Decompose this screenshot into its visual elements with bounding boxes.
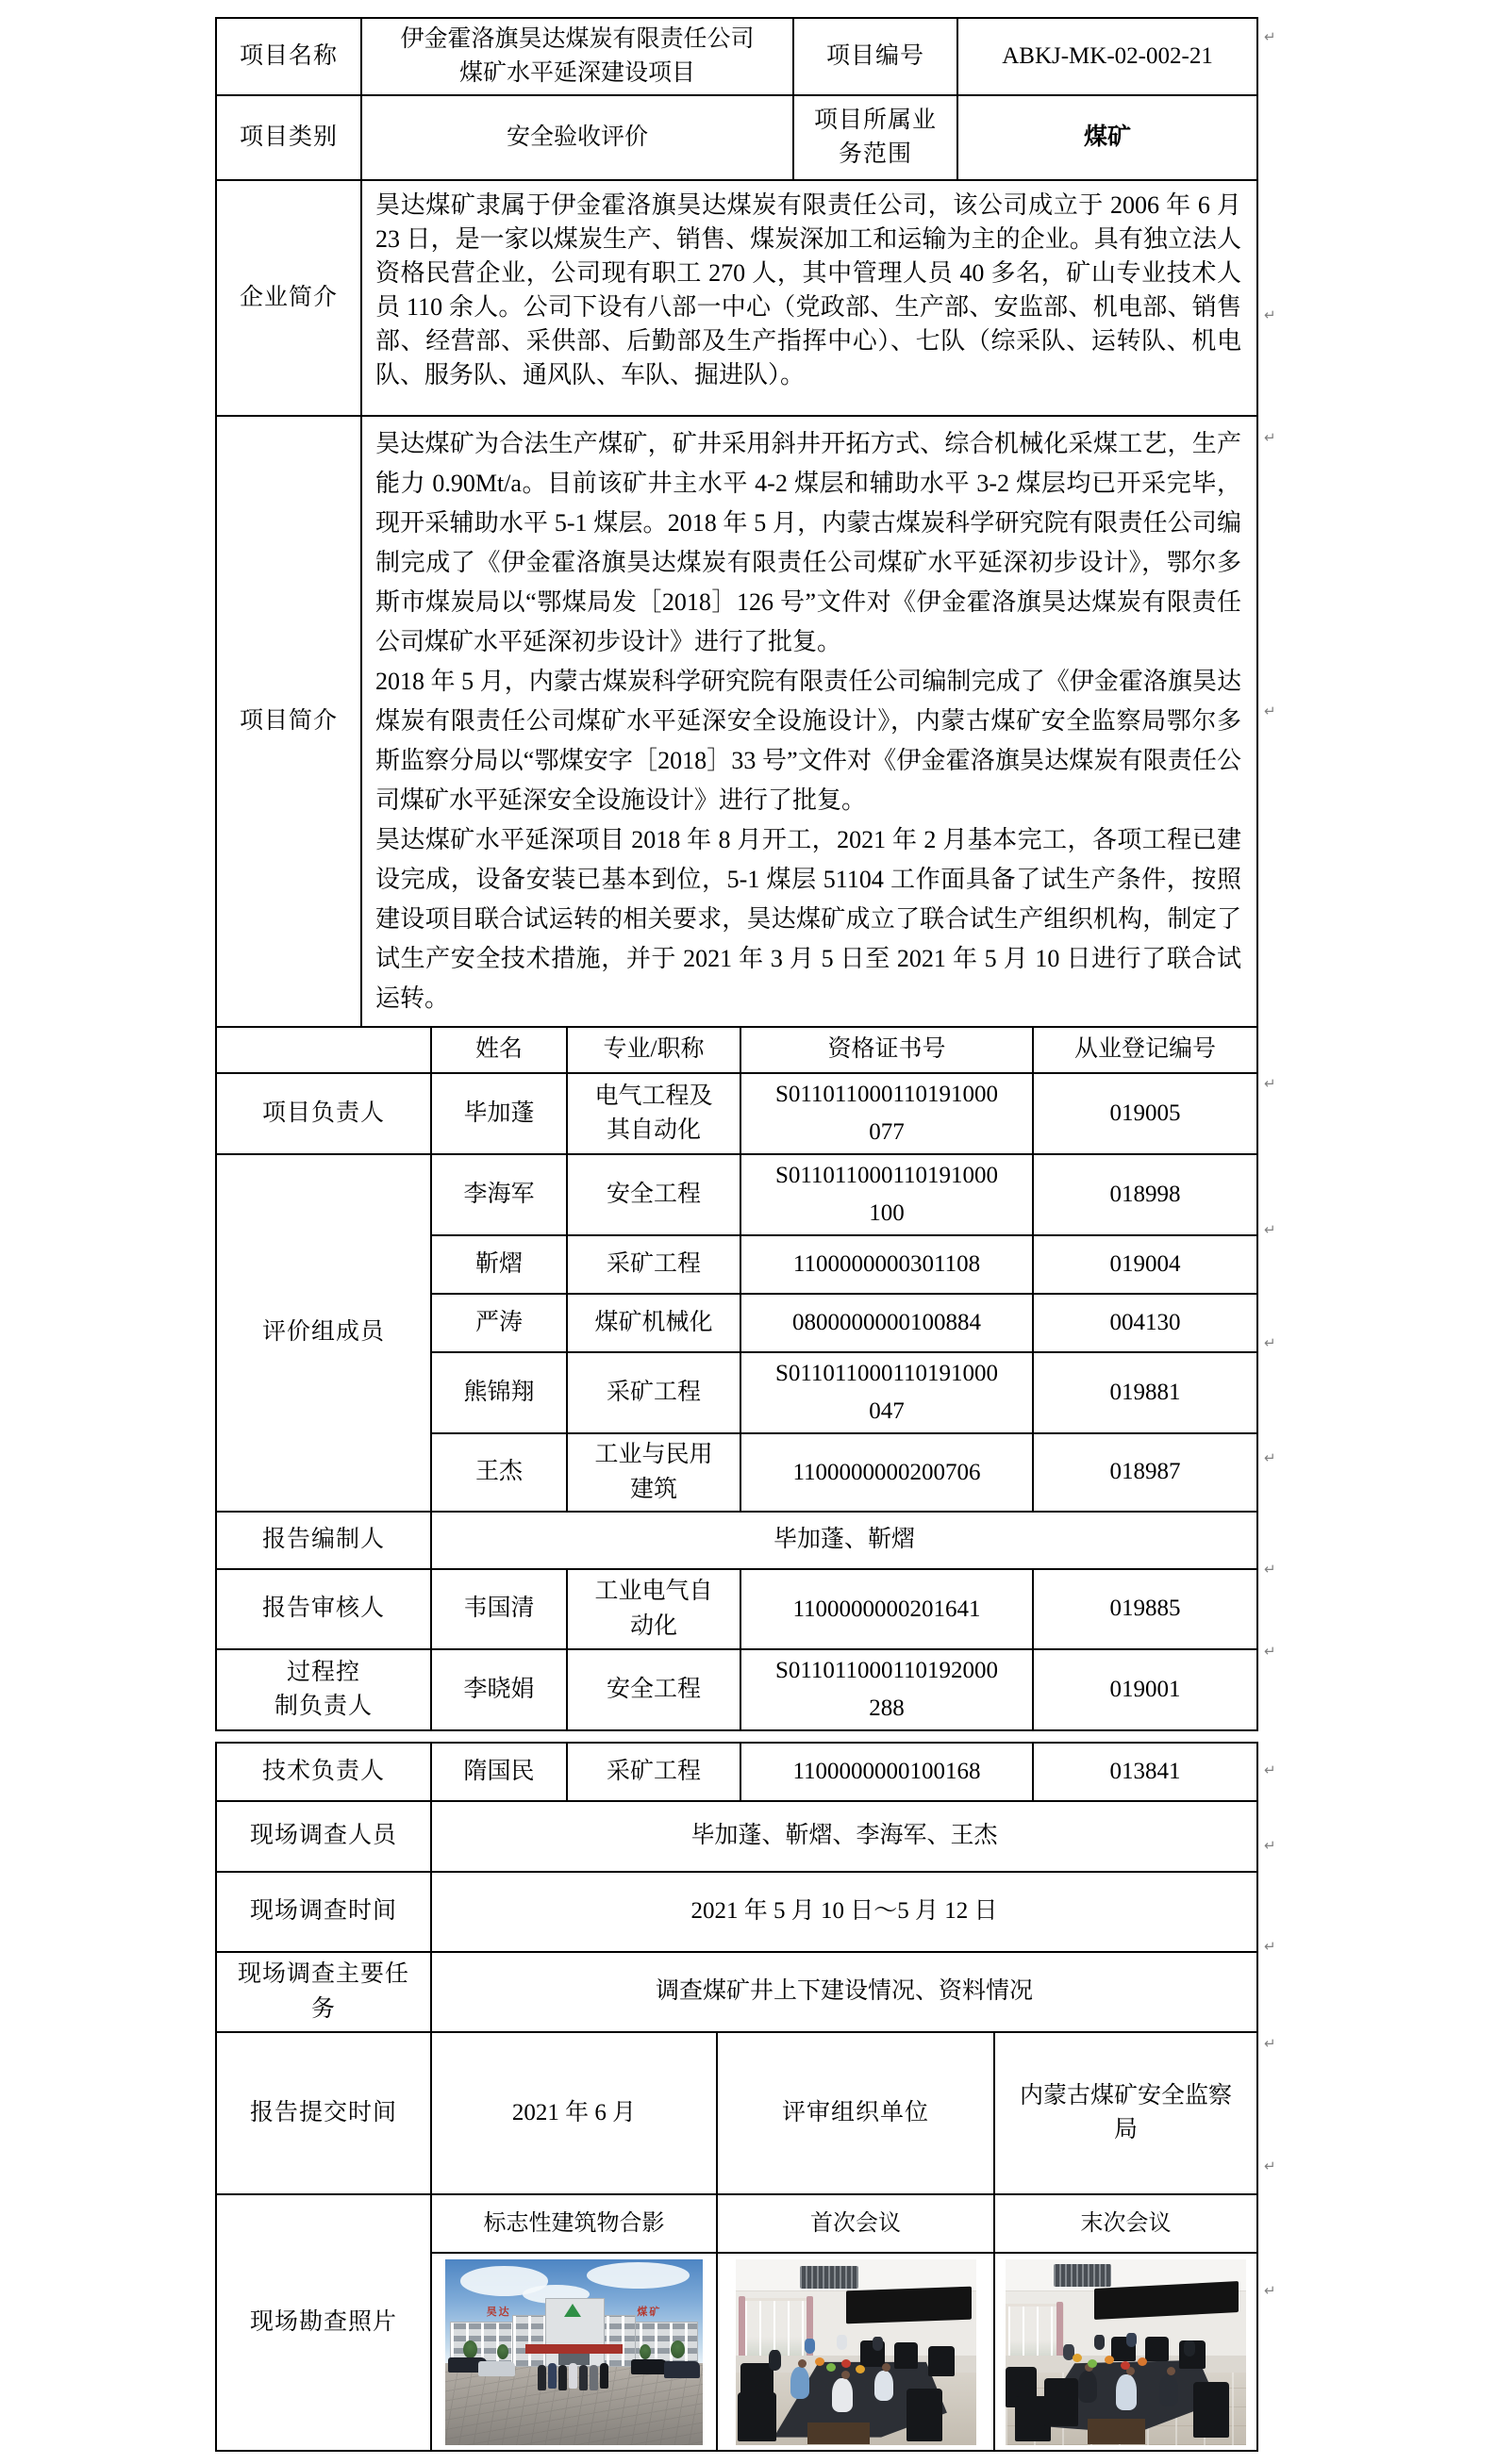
company-profile-text (361, 180, 1257, 416)
wall-screen (846, 2287, 972, 2324)
row-survey-time (216, 1872, 1257, 1952)
person (790, 2367, 809, 2399)
paragraph-mark-icon: ↵ (1264, 1561, 1276, 1578)
report-compiler-label: 报告编制人 (216, 1512, 431, 1569)
paragraph-mark-icon: ↵ (1264, 703, 1276, 719)
process-control-major (567, 1649, 740, 1730)
project-profile-paragraph-3: 昊达煤矿水平延深项目 2018 年 8 月开工，2021 年 2 月基本完工，各项工程已建设完成，设备安装已基本到位，5-1 煤层 51104 工作面具备了试生产条件，按照建设项目联合试运转的相关要求，昊达煤矿成立了联合试生产组织机构，制定了试生产安全技术措施，并于 2021 年 3 月 5 日至 2021 年 5 月 10 日进行了联合试运转。 (375, 826, 1242, 1012)
label-line2: 务 (310, 1995, 336, 2022)
company-profile-paragraph: 昊达煤矿隶属于伊金霍洛旗昊达煤炭有限责任公司，该公司成立于 2006 年 6 月 23 日，是一家以煤炭生产、销售、煤炭深加工和运输为主的企业。具有独立法人资格民营企业，公司现有职工 270 人，其中管理人员 40 多名，矿山专业技术人员 110 余人。公司下设有八部一中心（党政部、生产部、安监部、机电部、销售部、经营部、采供部、后勤部及生产指挥中心）、七队（综采队、运转队、机电队、服务队、通风队、车队、掘进队）。 (375, 191, 1242, 389)
table-item (1088, 2359, 1097, 2368)
reviewer-major (567, 1569, 740, 1649)
survey-staff-label: 现场调查人员 (216, 1801, 431, 1872)
major-line2: 建筑 (629, 1476, 677, 1502)
person (873, 2337, 883, 2351)
org-line1: 内蒙古煤矿安全监察 (1020, 2082, 1233, 2108)
survey-task-value: 调查煤矿井上下建设情况、资料情况 (431, 1952, 1257, 2032)
label-line2: 制负责人 (274, 1694, 373, 1719)
report-submit-label: 报告提交时间 (216, 2032, 431, 2194)
paragraph-mark-icon: ↵ (1264, 1643, 1276, 1660)
cert-number: 1100000000100168 (792, 1759, 981, 1784)
person (579, 2365, 588, 2390)
project-profile-label: 项目简介 (216, 416, 361, 1027)
person-head (882, 2363, 890, 2372)
report-reviewer-label: 报告审核人 (216, 1569, 431, 1649)
project-leader-cert (740, 1073, 1033, 1154)
process-control-reg: 019001 (1033, 1649, 1257, 1730)
car (664, 2361, 700, 2378)
reviewer-cert (740, 1569, 1033, 1649)
row-survey-task (216, 1952, 1257, 2032)
tech-leader-cert (740, 1743, 1033, 1801)
cert-number: 1100000000301108 (792, 1251, 981, 1277)
photo-caption-building: 标志性建筑物合影 (431, 2194, 717, 2253)
member-name: 靳熠 (431, 1235, 567, 1294)
project-leader-reg: 019005 (1033, 1073, 1257, 1154)
tech-leader-name: 隋国民 (431, 1743, 567, 1801)
project-profile-paragraph-1: 昊达煤矿为合法生产煤矿，矿井采用斜井开拓方式、综合机械化采煤工艺，生产能力 0.90Mt/a。目前该矿井主水平 4-2 煤层和辅助水平 3-2 煤层均已开采完毕，现开采辅助水平 5-1 煤层。2018 年 5 月，内蒙古煤炭科学研究院有限责任公司编制完成了《伊金霍洛旗昊达煤炭有限责任公司煤矿水平延深初步设计》，鄂尔多斯市煤炭局以“鄂煤局发［2018］126 号”文件对《伊金霍洛旗昊达煤炭有限责任公司煤矿水平延深初步设计》进行了批复。 (375, 430, 1242, 655)
row-process-control (216, 1649, 1257, 1730)
member-major (567, 1235, 740, 1294)
ceiling-vent (1054, 2264, 1111, 2287)
project-code-label: 项目编号 (793, 18, 957, 95)
table-item (815, 2357, 824, 2366)
member-cert (740, 1235, 1033, 1294)
major-line1: 安全工程 (606, 1676, 701, 1702)
member-reg: 004130 (1033, 1294, 1257, 1352)
photo-cell-first-meeting (717, 2253, 994, 2451)
photo-cell-final-meeting (994, 2253, 1257, 2451)
person (600, 2363, 608, 2389)
cert-number: 0800000000100884 (792, 1310, 981, 1335)
photo-caption-final-meeting: 末次会议 (994, 2194, 1257, 2253)
major-line1: 采矿工程 (606, 1379, 701, 1405)
table-item (1105, 2356, 1114, 2364)
ceiling-vent (800, 2266, 857, 2289)
paragraph-mark-icon: ↵ (1264, 1938, 1276, 1955)
paragraph-mark-icon: ↵ (1264, 28, 1276, 45)
cert-number: 1100000000201641 (792, 1596, 981, 1622)
project-name-line1: 伊金霍洛旗昊达煤炭有限责任公司 (400, 25, 755, 52)
tree (497, 2344, 508, 2359)
wall-screen (1094, 2281, 1239, 2321)
person (805, 2339, 815, 2354)
member-major (567, 1154, 740, 1235)
project-leader-name: 毕加蓬 (431, 1073, 567, 1154)
member-cert (740, 1433, 1033, 1512)
curtain (739, 2296, 745, 2363)
member-cert (740, 1294, 1033, 1352)
major-line1: 采矿工程 (606, 1250, 701, 1277)
project-name-value (361, 18, 793, 95)
site-survey-table (215, 1742, 1258, 2452)
personnel-header-empty (216, 1027, 431, 1073)
member-name: 熊锦翔 (431, 1352, 567, 1433)
project-code-value: ABKJ-MK-02-002-21 (957, 18, 1257, 95)
business-scope-label-line1: 项目所属业 (814, 107, 938, 133)
cert-number: S011011000110191000047 (774, 1361, 999, 1424)
cert-number: S011011000110191000100 (774, 1163, 999, 1226)
major-line1: 工业与民用 (594, 1442, 713, 1468)
row-company-profile (216, 180, 1257, 416)
project-leader-label: 项目负责人 (216, 1073, 431, 1154)
tree (671, 2340, 685, 2358)
member-cert (740, 1352, 1033, 1433)
entrance-banner (525, 2344, 624, 2354)
major-line2: 动化 (629, 1612, 677, 1639)
member-major (567, 1294, 740, 1352)
member-reg: 019004 (1033, 1235, 1257, 1294)
major-line1: 煤矿机械化 (594, 1309, 713, 1335)
project-category-label: 项目类别 (216, 95, 361, 180)
row-photo-captions (216, 2194, 1257, 2253)
person (832, 2378, 853, 2412)
row-project-leader (216, 1073, 1257, 1154)
paragraph-mark-icon: ↵ (1264, 1837, 1276, 1854)
row-report-compiler (216, 1512, 1257, 1569)
project-profile-paragraph-2: 2018 年 5 月，内蒙古煤炭科学研究院有限责任公司编制完成了《伊金霍洛旗昊达煤炭有限责任公司煤矿水平延深安全设施设计》，内蒙古煤矿安全监察局鄂尔多斯监察分局以“鄂煤安字［2018］33 号”文件对《伊金霍洛旗昊达煤炭有限责任公司煤矿水平延深安全设施设计》进行了批复。 (375, 668, 1242, 814)
paragraph-mark-icon: ↵ (1264, 2158, 1276, 2175)
person (548, 2363, 557, 2389)
reviewer-name: 韦国清 (431, 1569, 567, 1649)
person (874, 2371, 893, 2401)
company-profile-label: 企业简介 (216, 180, 361, 416)
tech-leader-major: 采矿工程 (567, 1743, 740, 1801)
chair (1193, 2382, 1229, 2438)
chair (907, 2389, 942, 2440)
project-name-line2: 煤矿水平延深建设项目 (459, 60, 696, 86)
reviewer-reg: 019885 (1033, 1569, 1257, 1649)
person (569, 2363, 577, 2389)
review-org-label: 评审组织单位 (717, 2032, 994, 2194)
person (1184, 2340, 1195, 2357)
paragraph-mark-icon: ↵ (1264, 1449, 1276, 1466)
table-base (807, 2423, 870, 2445)
review-org-value (994, 2032, 1257, 2194)
paragraph-mark-icon: ↵ (1264, 1334, 1276, 1351)
company-logo (564, 2304, 581, 2317)
member-major (567, 1352, 740, 1433)
survey-time-label: 现场调查时间 (216, 1872, 431, 1952)
cloud (587, 2262, 690, 2289)
personnel-header-reg: 从业登记编号 (1033, 1027, 1257, 1073)
car (478, 2361, 514, 2376)
personnel-header-name: 姓名 (431, 1027, 567, 1073)
photo-first-meeting (736, 2259, 976, 2445)
paragraph-mark-icon: ↵ (1264, 1761, 1276, 1778)
person-head (798, 2359, 807, 2368)
tech-leader-label: 技术负责人 (216, 1743, 431, 1801)
person (1159, 2374, 1178, 2406)
survey-time-value: 2021 年 5 月 10 日～5 月 12 日 (431, 1872, 1257, 1952)
row-survey-staff (216, 1801, 1257, 1872)
member-reg: 018998 (1033, 1154, 1257, 1235)
table-item (841, 2359, 851, 2368)
person (538, 2365, 546, 2390)
survey-staff-value: 毕加蓬、靳熠、李海军、王杰 (431, 1801, 1257, 1872)
project-profile-text (361, 416, 1257, 1027)
row-member-1 (216, 1154, 1257, 1235)
cert-number: 1100000000200706 (792, 1459, 981, 1485)
cert-number: S011011000110192000288 (774, 1658, 999, 1721)
person-head (841, 2371, 850, 2379)
process-control-name: 李晓娟 (431, 1649, 567, 1730)
row-project-profile (216, 416, 1257, 1027)
report-compiler-value: 毕加蓬、靳熠 (431, 1512, 1257, 1569)
photo-final-meeting (1006, 2259, 1246, 2445)
photo-building-group (445, 2259, 703, 2445)
tech-leader-reg: 013841 (1033, 1743, 1257, 1801)
survey-task-label (216, 1952, 431, 2032)
member-reg: 019881 (1033, 1352, 1257, 1433)
major-line1: 工业电气自 (594, 1579, 713, 1605)
person (558, 2365, 567, 2390)
person (1078, 2371, 1097, 2403)
chair (1044, 2378, 1078, 2426)
member-name: 王杰 (431, 1433, 567, 1512)
person (1126, 2333, 1137, 2347)
label-line1: 过程控 (286, 1659, 360, 1685)
photo-caption-first-meeting: 首次会议 (717, 2194, 994, 2253)
paragraph-mark-icon: ↵ (1264, 1221, 1276, 1238)
paragraph-mark-icon: ↵ (1264, 429, 1276, 446)
person (769, 2350, 781, 2371)
person (1094, 2335, 1105, 2350)
car (631, 2359, 667, 2374)
row-report-submit (216, 2032, 1257, 2194)
paragraph-mark-icon: ↵ (1264, 2282, 1276, 2299)
row-tech-leader (216, 1743, 1257, 1801)
business-scope-value: 煤矿 (957, 95, 1257, 180)
paragraph-mark-icon: ↵ (1264, 1075, 1276, 1092)
major-line2: 其自动化 (606, 1117, 701, 1143)
business-scope-label-line2: 务范围 (839, 141, 913, 167)
table-base (1088, 2419, 1145, 2445)
person (1116, 2374, 1137, 2410)
roof-sign-right: 煤矿 (637, 2306, 662, 2318)
person (590, 2365, 598, 2390)
site-photos-label: 现场勘查照片 (216, 2194, 431, 2451)
person-head (1167, 2367, 1175, 2375)
cert-number: S011011000110191000077 (774, 1082, 999, 1145)
personnel-header-cert: 资格证书号 (740, 1027, 1033, 1073)
org-line2: 局 (1114, 2117, 1139, 2142)
personnel-header-major: 专业/职称 (567, 1027, 740, 1073)
project-name-label: 项目名称 (216, 18, 361, 95)
roof-sign-left: 昊达 (486, 2306, 511, 2318)
member-name: 严涛 (431, 1294, 567, 1352)
row-project-category (216, 95, 1257, 180)
paragraph-mark-icon: ↵ (1264, 306, 1276, 323)
row-project-name (216, 18, 1257, 95)
table-item (856, 2365, 865, 2373)
member-cert (740, 1154, 1033, 1235)
process-control-cert (740, 1649, 1033, 1730)
chair (738, 2392, 776, 2440)
person (837, 2335, 847, 2350)
photo-cell-building (431, 2253, 717, 2451)
major-line1: 电气工程及 (594, 1083, 713, 1109)
project-category-value: 安全验收评价 (361, 95, 793, 180)
project-info-table (215, 17, 1258, 1731)
chair (894, 2342, 919, 2369)
member-name: 李海军 (431, 1154, 567, 1235)
label-line1: 现场调查主要任 (237, 1961, 409, 1988)
project-leader-major (567, 1073, 740, 1154)
report-submit-value: 2021 年 6 月 (431, 2032, 717, 2194)
business-scope-label (793, 95, 957, 180)
chair (1145, 2337, 1170, 2361)
process-control-label (216, 1649, 431, 1730)
paragraph-mark-icon: ↵ (1264, 2035, 1276, 2052)
row-report-reviewer (216, 1569, 1257, 1649)
member-major (567, 1433, 740, 1512)
major-line1: 安全工程 (606, 1181, 701, 1207)
chair (928, 2346, 955, 2376)
evaluation-group-label: 评价组成员 (216, 1154, 431, 1512)
row-personnel-header (216, 1027, 1257, 1073)
member-reg: 018987 (1033, 1433, 1257, 1512)
